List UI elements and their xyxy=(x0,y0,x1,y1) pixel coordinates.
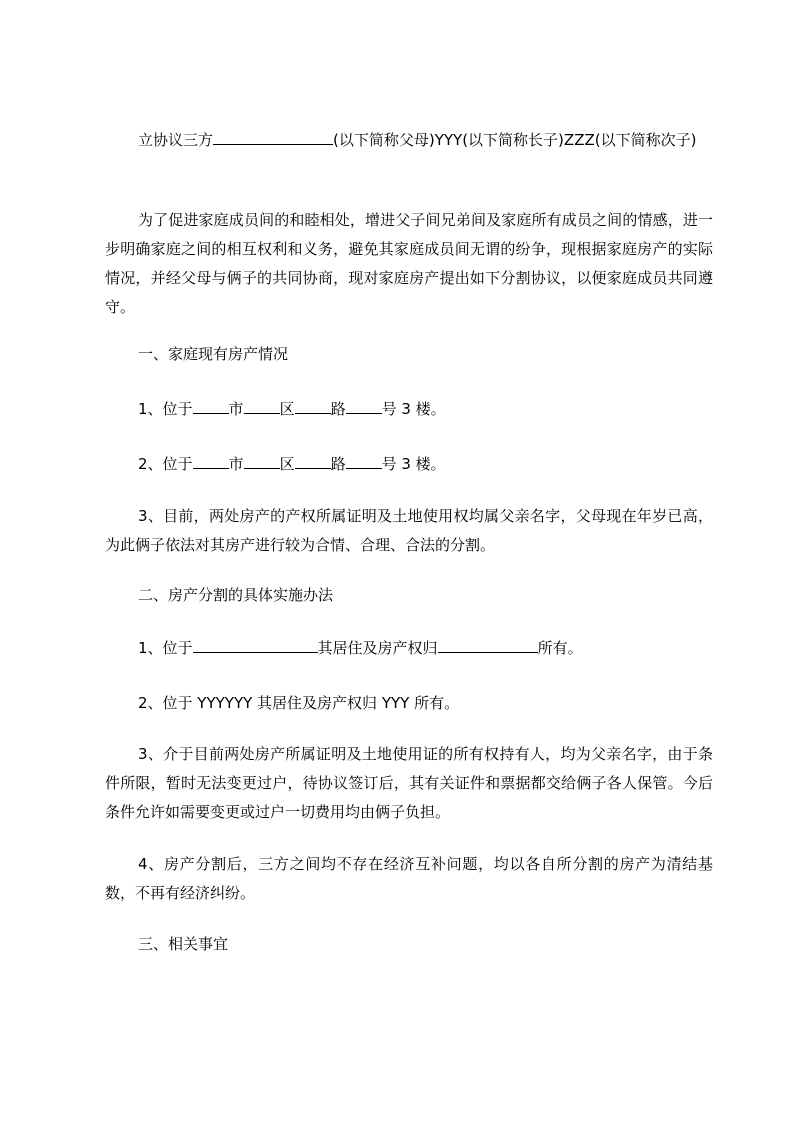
road-label: 路 xyxy=(330,455,346,473)
section1-heading: 一、家庭现有房产情况 xyxy=(138,345,289,363)
parties-blank xyxy=(213,129,333,145)
city-label: 市 xyxy=(228,455,244,473)
item-number: 2、位于 xyxy=(138,455,193,473)
number-label: 号 3 楼。 xyxy=(381,400,446,418)
section1-item3: 3、目前，两处房产的产权所属证明及土地使用权均属父亲名字，父母现在年岁已高，为此俩子依法对其房产进行较为合情、合理、合法的分割。 xyxy=(105,507,713,554)
item-number: 1、位于 xyxy=(138,400,193,418)
blank xyxy=(244,453,280,469)
blank xyxy=(438,637,538,653)
blank xyxy=(346,453,382,469)
number-label: 号 3 楼。 xyxy=(381,455,446,473)
blank xyxy=(295,453,331,469)
section2-item2: 2、位于 YYYYYY 其居住及房产权归 YYY 所有。 xyxy=(138,694,460,712)
item-prefix: 1、位于 xyxy=(138,639,193,657)
blank xyxy=(346,398,382,414)
district-label: 区 xyxy=(279,455,295,473)
blank xyxy=(193,398,229,414)
parties-paragraph xyxy=(105,126,713,155)
road-label: 路 xyxy=(330,400,346,418)
blank xyxy=(193,453,229,469)
section2-item1 xyxy=(105,634,713,663)
blank xyxy=(295,398,331,414)
parties-prefix: 立协议三方 xyxy=(138,131,214,149)
city-label: 市 xyxy=(228,400,244,418)
blank xyxy=(193,637,318,653)
section1-item1 xyxy=(105,395,713,424)
blank xyxy=(244,398,280,414)
item-middle: 其居住及房产权归 xyxy=(317,639,438,657)
section2-item3: 3、介于目前两处房产所属证明及土地使用证的所有权持有人，均为父亲名字，由于条件所限，暂时无法变更过户，待协议签订后，其有关证件和票据都交给俩子各人保管。今后条件允许如需要变更或过户一切费用均由俩子负担。 xyxy=(105,745,713,821)
section1-item2 xyxy=(105,450,713,479)
section2-item4: 4、房产分割后，三方之间均不存在经济互补问题，均以各自所分割的房产为清结基数，不再有经济纠纷。 xyxy=(105,855,713,902)
intro-paragraph: 为了促进家庭成员间的和睦相处，增进父子间兄弟间及家庭所有成员之间的情感，进一步明确家庭之间的相互权利和义务，避免其家庭成员间无谓的纷争，现根据家庭房产的实际情况，并经父母与俩子的共同协商，现对家庭房产提出如下分割协议，以便家庭成员共同遵守。 xyxy=(105,211,713,316)
parties-suffix: (以下简称父母)YYY(以下简称长子)ZZZ(以下简称次子) xyxy=(333,131,697,149)
section2-heading: 二、房产分割的具体实施办法 xyxy=(138,586,334,604)
item-suffix: 所有。 xyxy=(537,639,583,657)
section3-heading: 三、相关事宜 xyxy=(138,935,229,953)
district-label: 区 xyxy=(279,400,295,418)
